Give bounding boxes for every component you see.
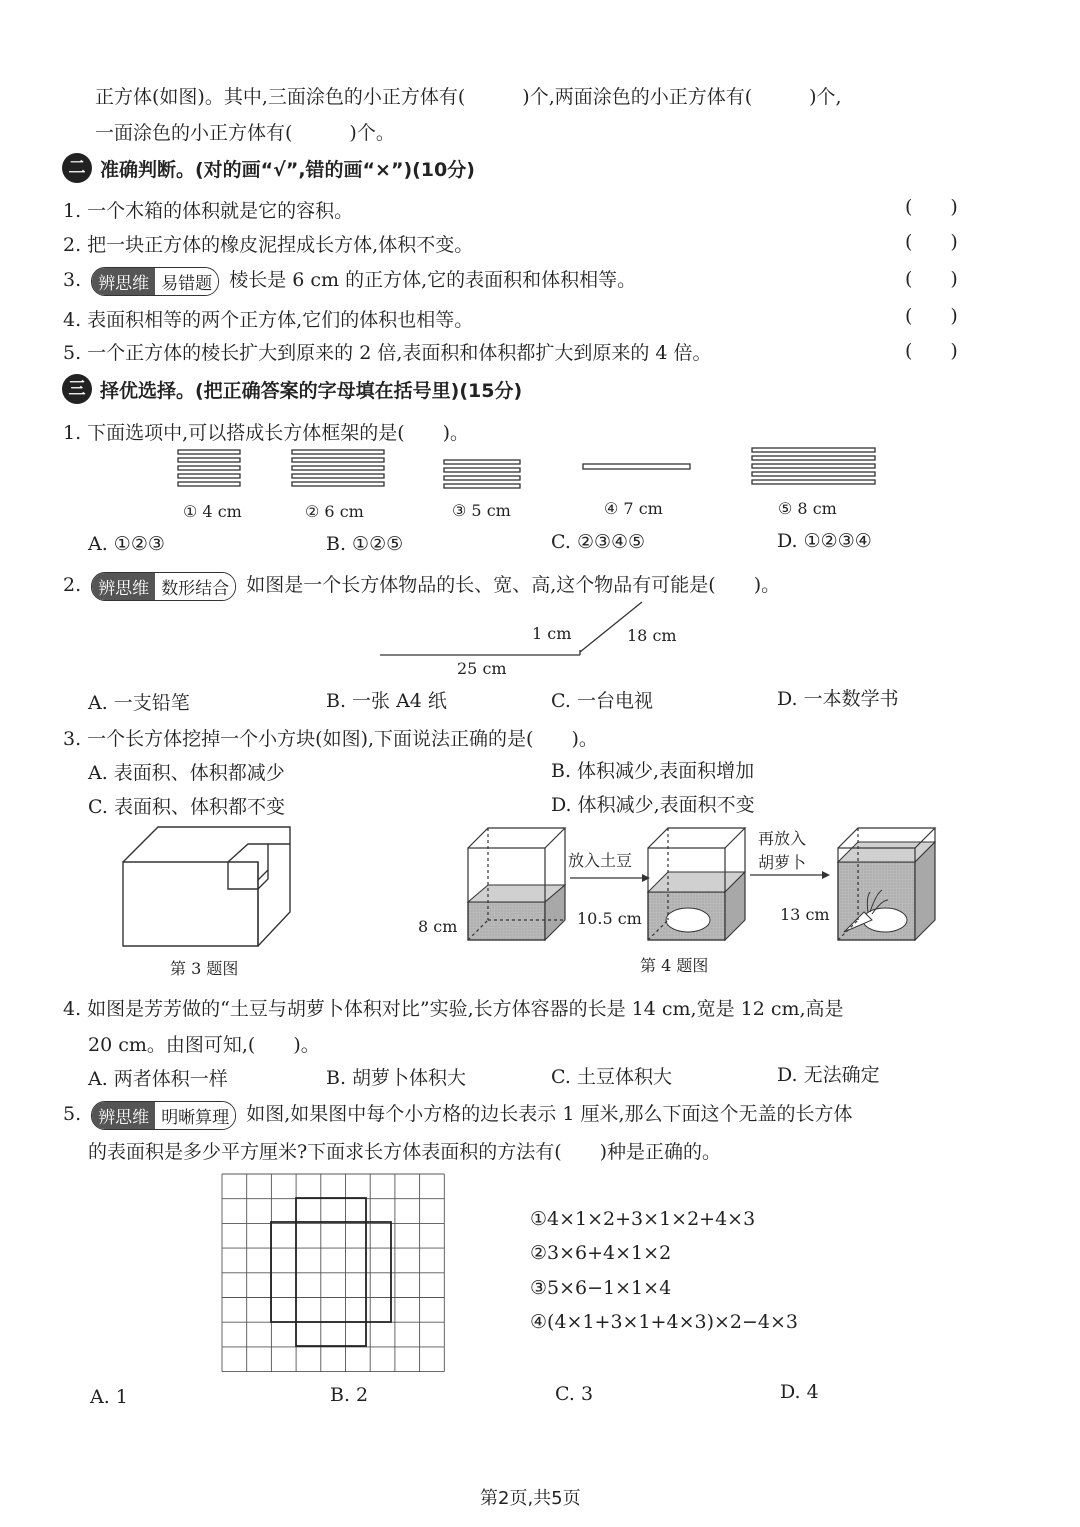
judge-item-3-text: 棱长是 6 cm 的正方体,它的表面积和体积相等。 — [229, 269, 637, 291]
potato-icon — [666, 908, 710, 932]
tag-label-b: 易错题 — [155, 268, 218, 295]
q2-height-label: 1 cm — [532, 624, 572, 643]
q4-option-a[interactable]: A. 两者体积一样 — [88, 1068, 228, 1090]
stick-label-1: ① 4 cm — [183, 502, 242, 521]
section-2-number: 二 — [62, 153, 92, 183]
q1-option-a[interactable]: A. ①②③ — [88, 533, 165, 555]
q5-line-1 — [63, 1099, 852, 1130]
judge-item-3-number: 3. — [63, 269, 82, 291]
stick-label-5: ⑤ 8 cm — [778, 499, 837, 518]
q3-option-d[interactable]: D. 体积减少,表面积不变 — [551, 794, 755, 816]
stick-group-2 — [292, 450, 384, 486]
q5-method-3: ③5×6−1×1×4 — [530, 1277, 672, 1299]
q5-grid-figure — [218, 1170, 448, 1375]
q1-option-b[interactable]: B. ①②⑤ — [326, 533, 404, 555]
judge-item-5: 5. 一个正方体的棱长扩大到原来的 2 倍,表面积和体积都扩大到原来的 4 倍。 — [63, 342, 712, 364]
container-1 — [468, 828, 565, 940]
stick-label-4: ④ 7 cm — [604, 499, 663, 518]
judge-item-2: 2. 把一块正方体的橡皮泥捏成长方体,体积不变。 — [63, 234, 474, 256]
judge-answer-4[interactable]: ( ) — [905, 305, 958, 327]
section-2-heading: 准确判断。(对的画“√”,错的画“×”)(10分) — [100, 158, 475, 181]
q4-line-1: 4. 如图是芳芳做的“土豆与胡萝卜体积对比”实验,长方体容器的长是 14 cm,宽是 12 cm,高是 — [63, 998, 844, 1020]
fig4-height-1: 8 cm — [418, 917, 458, 936]
q3-caption: 第 3 题图 — [170, 959, 239, 978]
q5-option-d[interactable]: D. 4 — [780, 1381, 819, 1403]
q5-tag — [91, 1101, 236, 1130]
q4-containers-figure — [420, 820, 980, 970]
stick-label-3: ③ 5 cm — [452, 501, 511, 520]
section-2-title — [62, 153, 475, 183]
tag-label-a: 辨思维 — [92, 1102, 155, 1129]
q4-caption: 第 4 题图 — [640, 956, 709, 975]
q2-length-label: 25 cm — [457, 659, 507, 678]
judge-item-1: 1. 一个木箱的体积就是它的容积。 — [63, 200, 354, 222]
q3-text: 3. 一个长方体挖掉一个小方块(如图),下面说法正确的是( )。 — [63, 728, 598, 750]
stick-group-1 — [178, 450, 240, 486]
q4-option-c[interactable]: C. 土豆体积大 — [551, 1066, 672, 1088]
q2-option-a[interactable]: A. 一支铅笔 — [88, 692, 190, 714]
container-3 — [838, 828, 935, 940]
q2-number: 2. — [63, 574, 82, 596]
intro-line-2: 一面涂色的小正方体有( )个。 — [95, 122, 395, 144]
q5-line-2: 的表面积是多少平方厘米?下面求长方体表面积的方法有( )种是正确的。 — [88, 1141, 722, 1163]
judge-item-4: 4. 表面积相等的两个正方体,它们的体积也相等。 — [63, 309, 474, 331]
stick-group-4 — [583, 464, 690, 469]
q5-method-1: ①4×1×2+3×1×2+4×3 — [530, 1208, 756, 1230]
judge-answer-3[interactable]: ( ) — [905, 268, 958, 290]
fig4-height-3: 13 cm — [780, 905, 830, 924]
section-3-title — [62, 374, 522, 404]
q3-option-c[interactable]: C. 表面积、体积都不变 — [88, 796, 285, 818]
tag-label-b: 明晰算理 — [155, 1102, 235, 1129]
q2-text — [63, 570, 780, 601]
q4-line-2: 20 cm。由图可知,( )。 — [88, 1034, 320, 1056]
q5-option-a[interactable]: A. 1 — [90, 1386, 128, 1408]
q5-method-2: ②3×6+4×1×2 — [530, 1242, 672, 1264]
q2-option-d[interactable]: D. 一本数学书 — [777, 688, 899, 710]
q2-question: 如图是一个长方体物品的长、宽、高,这个物品有可能是( )。 — [246, 574, 781, 596]
q5-number: 5. — [63, 1103, 82, 1125]
q1-option-d[interactable]: D. ①②③④ — [777, 530, 872, 552]
page-number: 第2页,共5页 — [480, 1488, 581, 1509]
judge-item-3 — [63, 265, 636, 296]
fig4-height-2: 10.5 cm — [577, 909, 642, 928]
section-3-number: 三 — [62, 374, 92, 404]
intro-line-1: 正方体(如图)。其中,三面涂色的小正方体有( )个,两面涂色的小正方体有( )个, — [95, 86, 842, 108]
q1-sticks-figure — [0, 446, 1080, 506]
stick-label-2: ② 6 cm — [305, 502, 364, 521]
q5-question-1: 如图,如果图中每个小方格的边长表示 1 厘米,那么下面这个无盖的长方体 — [246, 1103, 853, 1125]
q4-option-b[interactable]: B. 胡萝卜体积大 — [326, 1067, 467, 1089]
tag-label-a: 辨思维 — [92, 268, 155, 295]
judge-item-3-tag — [91, 267, 219, 296]
judge-answer-2[interactable]: ( ) — [905, 231, 958, 253]
q2-tag — [91, 572, 236, 601]
judge-answer-5[interactable]: ( ) — [905, 340, 958, 362]
q3-option-b[interactable]: B. 体积减少,表面积增加 — [551, 760, 755, 782]
judge-answer-1[interactable]: ( ) — [905, 196, 958, 218]
q1-option-c[interactable]: C. ②③④⑤ — [551, 531, 646, 553]
section-3-heading: 择优选择。(把正确答案的字母填在括号里)(15分) — [100, 379, 523, 402]
fig4-step2a: 再放入 — [758, 829, 807, 848]
q3-cuboid-figure — [118, 822, 318, 962]
q3-option-a[interactable]: A. 表面积、体积都减少 — [88, 762, 285, 784]
q5-method-4: ④(4×1+3×1+4×3)×2−4×3 — [530, 1311, 799, 1333]
container-2 — [648, 828, 745, 940]
stick-group-3 — [444, 460, 520, 488]
q2-width-label: 18 cm — [627, 626, 677, 645]
q2-option-c[interactable]: C. 一台电视 — [551, 690, 653, 712]
q2-option-b[interactable]: B. 一张 A4 纸 — [326, 690, 447, 712]
tag-label-a: 辨思维 — [92, 573, 155, 600]
tag-label-b: 数形结合 — [155, 573, 235, 600]
fig4-step2b: 胡萝卜 — [758, 853, 807, 872]
q1-text: 1. 下面选项中,可以搭成长方体框架的是( )。 — [63, 422, 470, 444]
q5-option-b[interactable]: B. 2 — [330, 1384, 369, 1406]
q4-option-d[interactable]: D. 无法确定 — [777, 1064, 880, 1086]
q5-option-c[interactable]: C. 3 — [555, 1383, 594, 1405]
fig4-step1: 放入土豆 — [568, 851, 633, 870]
stick-group-5 — [752, 448, 875, 484]
